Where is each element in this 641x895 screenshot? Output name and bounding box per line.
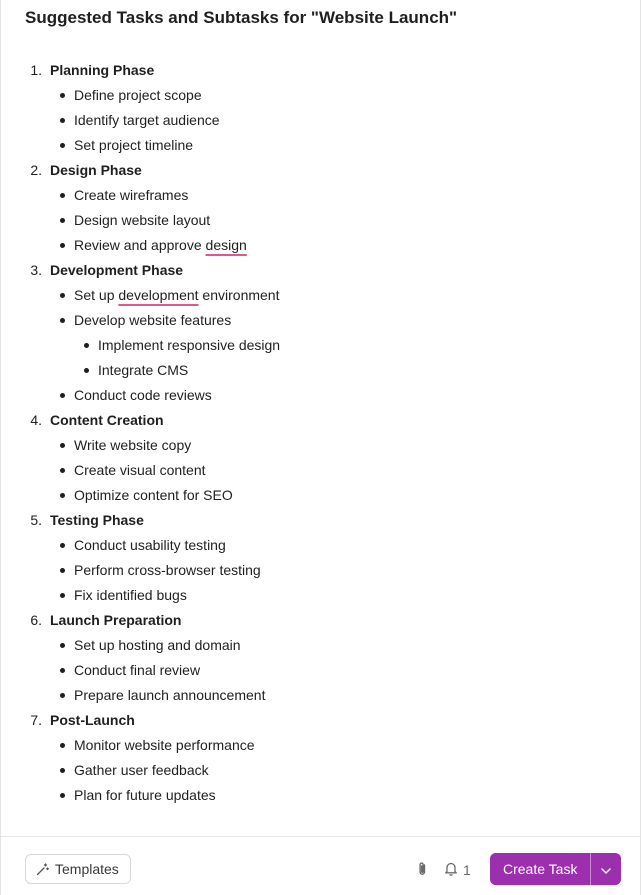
task-text: Write website copy	[74, 437, 192, 453]
task-row[interactable]	[25, 283, 625, 308]
task-label	[74, 483, 233, 508]
phase-number: 4.	[30, 412, 42, 428]
task-item	[25, 733, 625, 758]
task-row[interactable]	[25, 133, 625, 158]
task-text: Monitor website performance	[74, 737, 255, 753]
phase-name: Development Phase	[50, 262, 184, 278]
task-list	[25, 83, 625, 158]
bullet-icon	[60, 93, 65, 98]
bullet-icon	[60, 593, 65, 598]
task-label	[74, 633, 241, 658]
task-item	[25, 483, 625, 508]
task-label	[74, 533, 226, 558]
task-item	[25, 558, 625, 583]
task-row[interactable]	[25, 733, 625, 758]
task-text: Define project scope	[74, 87, 202, 103]
task-row[interactable]	[25, 758, 625, 783]
task-row[interactable]	[25, 658, 625, 683]
footer-toolbar	[1, 836, 640, 895]
task-label	[74, 208, 210, 233]
phase-list	[25, 58, 625, 808]
task-text: Gather user feedback	[74, 762, 209, 778]
task-item	[25, 683, 625, 708]
subtask-item	[25, 358, 625, 383]
subtask-row[interactable]	[25, 333, 625, 358]
templates-label: Templates	[55, 861, 119, 877]
bullet-icon	[60, 143, 65, 148]
task-item	[25, 633, 625, 658]
phase-heading	[25, 58, 625, 83]
phase-name: Testing Phase	[50, 512, 144, 528]
subtask-row[interactable]	[25, 358, 625, 383]
phase-item	[25, 608, 625, 708]
task-text: Conduct usability testing	[74, 537, 226, 553]
task-row[interactable]	[25, 433, 625, 458]
task-text: Perform cross-browser testing	[74, 562, 261, 578]
task-label	[74, 108, 220, 133]
bullet-icon	[60, 443, 65, 448]
task-text: Fix identified bugs	[74, 587, 187, 603]
create-task-group	[490, 853, 621, 885]
phase-item	[25, 158, 625, 258]
task-label	[74, 383, 212, 408]
task-label	[74, 783, 216, 808]
task-text: Develop website features	[74, 312, 232, 328]
task-item	[25, 433, 625, 458]
task-label	[74, 308, 231, 333]
task-label	[74, 183, 188, 208]
paperclip-icon	[416, 861, 429, 880]
subtask-list	[25, 333, 625, 383]
bullet-icon	[60, 318, 65, 323]
phase-heading	[25, 508, 625, 533]
task-text: Optimize content for SEO	[74, 487, 233, 503]
task-item	[25, 658, 625, 683]
bullet-icon	[60, 743, 65, 748]
task-row[interactable]	[25, 108, 625, 133]
task-text: Prepare launch announcement	[74, 687, 266, 703]
create-task-button[interactable]: Create Task	[490, 853, 590, 885]
task-text: Conduct code reviews	[74, 387, 212, 403]
bullet-icon	[60, 468, 65, 473]
bullet-icon	[84, 343, 89, 348]
bullet-icon	[60, 768, 65, 773]
task-label	[74, 683, 265, 708]
phase-number: 1.	[30, 62, 42, 78]
task-label	[74, 583, 187, 608]
task-item	[25, 533, 625, 558]
task-row[interactable]	[25, 233, 625, 258]
task-row[interactable]	[25, 558, 625, 583]
task-item	[25, 758, 625, 783]
templates-button[interactable]	[25, 854, 131, 884]
phase-name: Launch Preparation	[50, 612, 182, 628]
task-item	[25, 183, 625, 208]
phase-heading	[25, 258, 625, 283]
task-row[interactable]	[25, 83, 625, 108]
task-text: Create visual content	[74, 462, 206, 478]
subtask-label: Implement responsive design	[98, 337, 281, 353]
task-label	[74, 758, 209, 783]
bullet-icon	[60, 218, 65, 223]
bullet-icon	[60, 643, 65, 648]
task-item	[25, 108, 625, 133]
task-label	[74, 458, 206, 483]
bell-icon	[444, 861, 458, 879]
notifications-button[interactable]	[444, 858, 471, 882]
task-text: Design website layout	[74, 212, 211, 228]
bullet-icon	[60, 293, 65, 298]
task-item	[25, 208, 625, 233]
attach-button[interactable]	[411, 859, 433, 881]
bullet-icon	[60, 543, 65, 548]
task-row[interactable]	[25, 458, 625, 483]
phase-heading	[25, 158, 625, 183]
task-item	[25, 283, 625, 308]
task-item	[25, 233, 625, 258]
task-row[interactable]	[25, 183, 625, 208]
task-list	[25, 283, 625, 408]
bullet-icon	[60, 493, 65, 498]
task-text: Conduct final review	[74, 662, 201, 678]
bullet-icon	[60, 393, 65, 398]
task-item	[25, 383, 625, 408]
task-row[interactable]	[25, 483, 625, 508]
phase-item	[25, 58, 625, 158]
phase-item	[25, 258, 625, 408]
task-label	[74, 83, 202, 108]
phase-number: 2.	[30, 162, 42, 178]
task-row[interactable]	[25, 683, 625, 708]
phase-name: Post-Launch	[50, 712, 135, 728]
phase-item	[25, 508, 625, 608]
task-label	[74, 733, 255, 758]
task-row[interactable]	[25, 383, 625, 408]
task-item	[25, 308, 625, 383]
phase-item	[25, 708, 625, 808]
bullet-icon	[60, 693, 65, 698]
task-item	[25, 133, 625, 158]
phase-number: 6.	[30, 612, 42, 628]
bullet-icon	[84, 368, 89, 373]
subtask-label: Integrate CMS	[98, 362, 189, 378]
task-label	[74, 658, 200, 683]
task-label	[74, 433, 191, 458]
task-label	[74, 283, 279, 308]
subtask-item	[25, 333, 625, 358]
bullet-icon	[60, 118, 65, 123]
task-item	[25, 83, 625, 108]
phase-name: Planning Phase	[50, 62, 155, 78]
task-text: Set up	[74, 287, 119, 303]
task-label	[74, 558, 261, 583]
task-list	[25, 633, 625, 708]
task-list	[25, 433, 625, 508]
task-list	[25, 533, 625, 608]
phase-number: 7.	[30, 712, 42, 728]
task-text-after: environment	[198, 287, 280, 303]
chevron-down-icon	[601, 862, 611, 877]
magic-wand-icon	[36, 863, 49, 876]
task-text: Set up hosting and domain	[74, 637, 241, 653]
task-text: Plan for future updates	[74, 787, 216, 803]
phase-number: 3.	[30, 262, 42, 278]
phase-heading	[25, 708, 625, 733]
bullet-icon	[60, 668, 65, 673]
phase-number: 5.	[30, 512, 42, 528]
task-text: Identify target audience	[74, 112, 220, 128]
task-list	[25, 733, 625, 808]
phase-name: Content Creation	[50, 412, 164, 428]
notifications-count: 1	[463, 862, 471, 878]
task-list	[25, 183, 625, 258]
task-label	[74, 233, 247, 258]
task-row[interactable]	[25, 208, 625, 233]
task-item	[25, 583, 625, 608]
task-row[interactable]	[25, 633, 625, 658]
phase-item	[25, 408, 625, 508]
bullet-icon	[60, 243, 65, 248]
spellcheck-flagged-word[interactable]: design	[205, 237, 247, 253]
phase-heading	[25, 408, 625, 433]
task-text: Create wireframes	[74, 187, 189, 203]
task-row[interactable]	[25, 533, 625, 558]
phase-name: Design Phase	[50, 162, 142, 178]
task-text: Review and approve	[74, 237, 206, 253]
task-row[interactable]	[25, 308, 625, 333]
bullet-icon	[60, 793, 65, 798]
create-task-menu-button[interactable]	[591, 853, 621, 885]
phase-heading	[25, 608, 625, 633]
task-text: Set project timeline	[74, 137, 194, 153]
task-item	[25, 783, 625, 808]
task-row[interactable]	[25, 783, 625, 808]
document-title: Suggested Tasks and Subtasks for "Website Launch"	[25, 8, 458, 27]
spellcheck-flagged-word[interactable]: development	[118, 287, 199, 303]
bullet-icon	[60, 568, 65, 573]
task-item	[25, 458, 625, 483]
bullet-icon	[60, 193, 65, 198]
task-row[interactable]	[25, 583, 625, 608]
task-label	[74, 133, 193, 158]
